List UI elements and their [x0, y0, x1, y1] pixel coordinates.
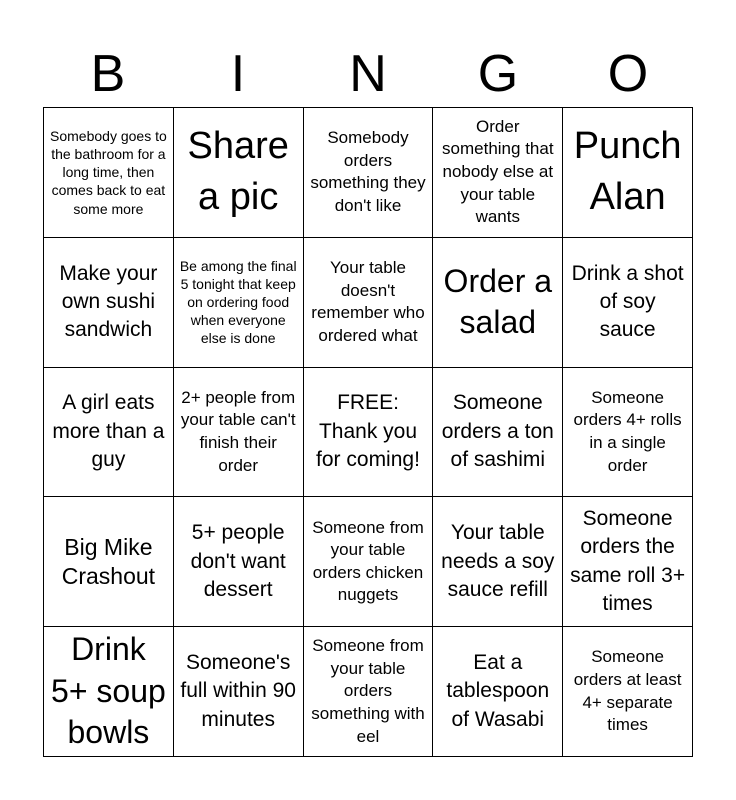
bingo-cell-r1-c2[interactable] — [174, 108, 304, 238]
bingo-cell-r4-c1[interactable] — [44, 497, 174, 627]
bingo-cell-text: Someone from your table orders something with eel — [311, 636, 425, 746]
bingo-cell-r5-c1[interactable] — [44, 627, 174, 757]
bingo-cell-r1-c3[interactable] — [304, 108, 434, 238]
bingo-cell-r3-c3[interactable] — [304, 368, 434, 498]
bingo-cell-r1-c5[interactable] — [563, 108, 693, 238]
bingo-cell-r4-c4[interactable] — [433, 497, 563, 627]
header-letter-n: N — [349, 45, 387, 103]
bingo-cell-text: Share a pic — [187, 125, 289, 219]
bingo-cell-text: Someone orders a ton of sashimi — [441, 391, 554, 472]
bingo-cell-r5-c2[interactable] — [174, 627, 304, 757]
header-letter-b: B — [90, 45, 126, 103]
header-letter-o: O — [607, 45, 649, 103]
bingo-cell-text: Someone orders 4+ rolls in a single order — [573, 387, 682, 475]
bingo-cell-text: Someone orders at least 4+ separate times — [573, 647, 682, 735]
bingo-cell-text: Drink 5+ soup bowls — [51, 631, 166, 751]
bingo-cell-text: Your table doesn't remember who ordered what — [311, 257, 425, 345]
bingo-cell-r3-c1[interactable] — [44, 368, 174, 498]
bingo-cell-r1-c4[interactable] — [433, 108, 563, 238]
bingo-cell-text: Somebody goes to the bathroom for a long time, then comes back to eat some more — [50, 127, 167, 217]
header-letter-i: I — [230, 45, 246, 103]
bingo-cell-text: A girl eats more than a guy — [52, 391, 165, 472]
bingo-cell-text: Punch Alan — [573, 125, 682, 219]
bingo-cell-r5-c3[interactable] — [304, 627, 434, 757]
bingo-cell-text: FREE: Thank you for coming! — [316, 391, 420, 472]
bingo-cell-r3-c4[interactable] — [433, 368, 563, 498]
header-letter-g: G — [477, 45, 519, 103]
bingo-cell-text: Order something that nobody else at your table wants — [442, 116, 554, 227]
bingo-cell-r2-c4[interactable] — [433, 238, 563, 368]
bingo-cell-r3-c5[interactable] — [563, 368, 693, 498]
bingo-cell-text: Order a salad — [443, 262, 553, 341]
bingo-cell-r1-c1[interactable] — [44, 108, 174, 238]
bingo-cell-text: Eat a tablespoon of Wasabi — [446, 651, 550, 731]
bingo-cell-r3-c2[interactable] — [174, 368, 304, 498]
bingo-cell-text: Big Mike Crashout — [61, 534, 156, 589]
bingo-cell-text: Somebody orders something they don't like — [310, 128, 426, 215]
bingo-cell-text: Drink a shot of soy sauce — [571, 261, 684, 342]
bingo-cell-text: Someone's full within 90 minutes — [180, 651, 296, 731]
bingo-cell-r4-c5[interactable] — [563, 497, 693, 627]
bingo-header — [43, 40, 693, 108]
bingo-cell-r5-c5[interactable] — [563, 627, 693, 757]
bingo-cell-r4-c3[interactable] — [304, 497, 434, 627]
bingo-grid — [43, 107, 693, 757]
bingo-cell-text: 2+ people from your table can't finish their order — [180, 387, 296, 475]
bingo-cell-text: Make your own sushi sandwich — [59, 261, 158, 342]
bingo-cell-r2-c5[interactable] — [563, 238, 693, 368]
bingo-cell-r5-c4[interactable] — [433, 627, 563, 757]
bingo-cell-r2-c1[interactable] — [44, 238, 174, 368]
bingo-cell-text: Be among the final 5 tonight that keep on ordering food when everyone else is done — [179, 257, 297, 347]
bingo-cell-r2-c2[interactable] — [174, 238, 304, 368]
bingo-cell-text: 5+ people don't want dessert — [190, 521, 286, 601]
bingo-cell-r2-c3[interactable] — [304, 238, 434, 368]
bingo-cell-text: Someone from your table orders chicken nuggets — [312, 517, 424, 605]
bingo-cell-text: Your table needs a soy sauce refill — [441, 521, 555, 601]
bingo-cell-r4-c2[interactable] — [174, 497, 304, 627]
bingo-cell-text: Someone orders the same roll 3+ times — [570, 507, 686, 616]
